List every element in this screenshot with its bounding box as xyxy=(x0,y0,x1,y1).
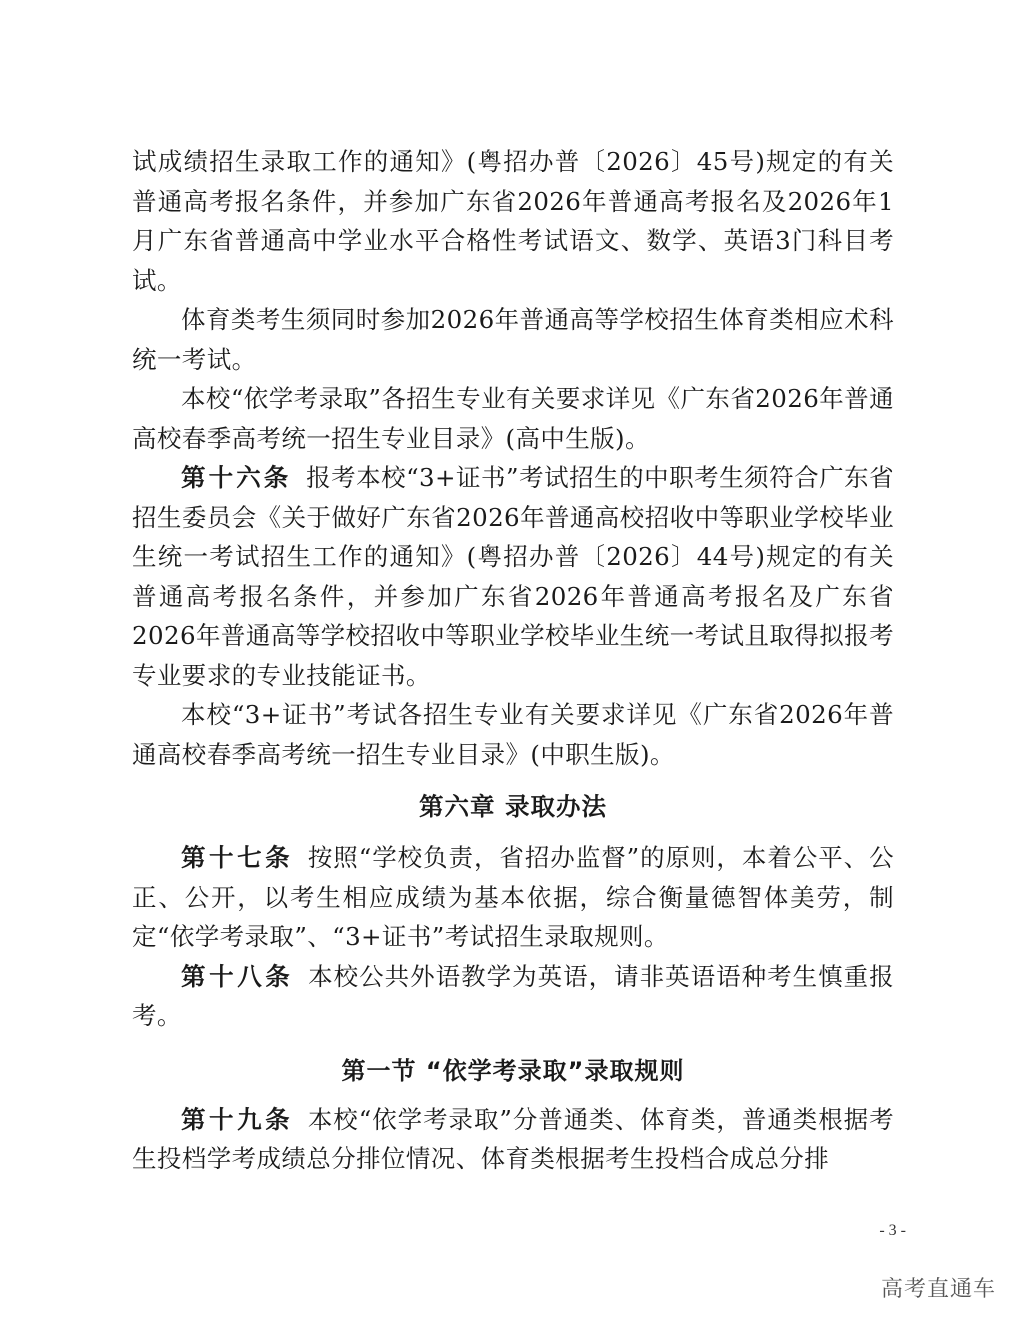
article-paragraph xyxy=(132,458,894,695)
document-body xyxy=(132,142,894,1179)
paragraph-text: 按照“学校负责，省招办监督”的原则，本着公平、公正、公开，以考生相应成绩为基本依据，综合衡量德智体美劳，制定“依学考录取”、“3+证书”考试招生录取规则。 xyxy=(132,843,894,951)
paragraph xyxy=(132,379,894,458)
paragraph xyxy=(132,695,894,774)
article-paragraph xyxy=(132,838,894,957)
paragraph-text: 本校“依学考录取”分普通类、体育类，普通类根据考生投档学考成绩总分排位情况、体育类根据考生投档合成总分排 xyxy=(132,1104,894,1173)
article-number: 第十九条 xyxy=(181,1104,294,1134)
article-number: 第十六条 xyxy=(181,463,292,492)
chapter-heading: 第六章 录取办法 xyxy=(418,792,608,821)
paragraph-text: 试成绩招生录取工作的通知》(粤招办普〔2026〕45号)规定的有关普通高考报名条件，并参加广东省2026年普通高考报名及2026年1月广东省普通高中学业水平合格性考试语文、数学、英语3门科目考试。 xyxy=(132,147,894,295)
paragraph xyxy=(132,142,894,300)
section-heading: 第一节 “依学考录取”录取规则 xyxy=(341,1056,685,1085)
article-number: 第十七条 xyxy=(181,843,294,872)
paragraph xyxy=(132,300,894,379)
article-paragraph xyxy=(132,1100,894,1179)
paragraph-text: 本校“依学考录取”各招生专业有关要求详见《广东省2026年普通高校春季高考统一招生专业目录》(高中生版)。 xyxy=(132,384,894,453)
article-paragraph xyxy=(132,957,894,1036)
watermark-text: 高考直通车 xyxy=(880,1277,996,1302)
page-number: - 3 - xyxy=(879,1222,906,1239)
article-number: 第十八条 xyxy=(181,961,294,991)
paragraph-text: 报考本校“3+证书”考试招生的中职考生须符合广东省招生委员会《关于做好广东省2026年普通高校招收中等职业学校毕业生统一考试招生工作的通知》(粤招办普〔2026〕44号)规定的有关普通高考报名条件，并参加广东省2026年普通高考报名及广东省2026年普通高等学校招收中等职业学校毕业生统一考试且取得拟报考专业要求的专业技能证书。 xyxy=(132,463,894,690)
paragraph-text: 本校“3+证书”考试各招生专业有关要求详见《广东省2026年普通高校春季高考统一招生专业目录》(中职生版)。 xyxy=(132,700,894,769)
paragraph-text: 体育类考生须同时参加2026年普通高等学校招生体育类相应术科统一考试。 xyxy=(132,305,894,374)
paragraph-text: 本校公共外语教学为英语，请非英语语种考生慎重报考。 xyxy=(132,961,894,1030)
